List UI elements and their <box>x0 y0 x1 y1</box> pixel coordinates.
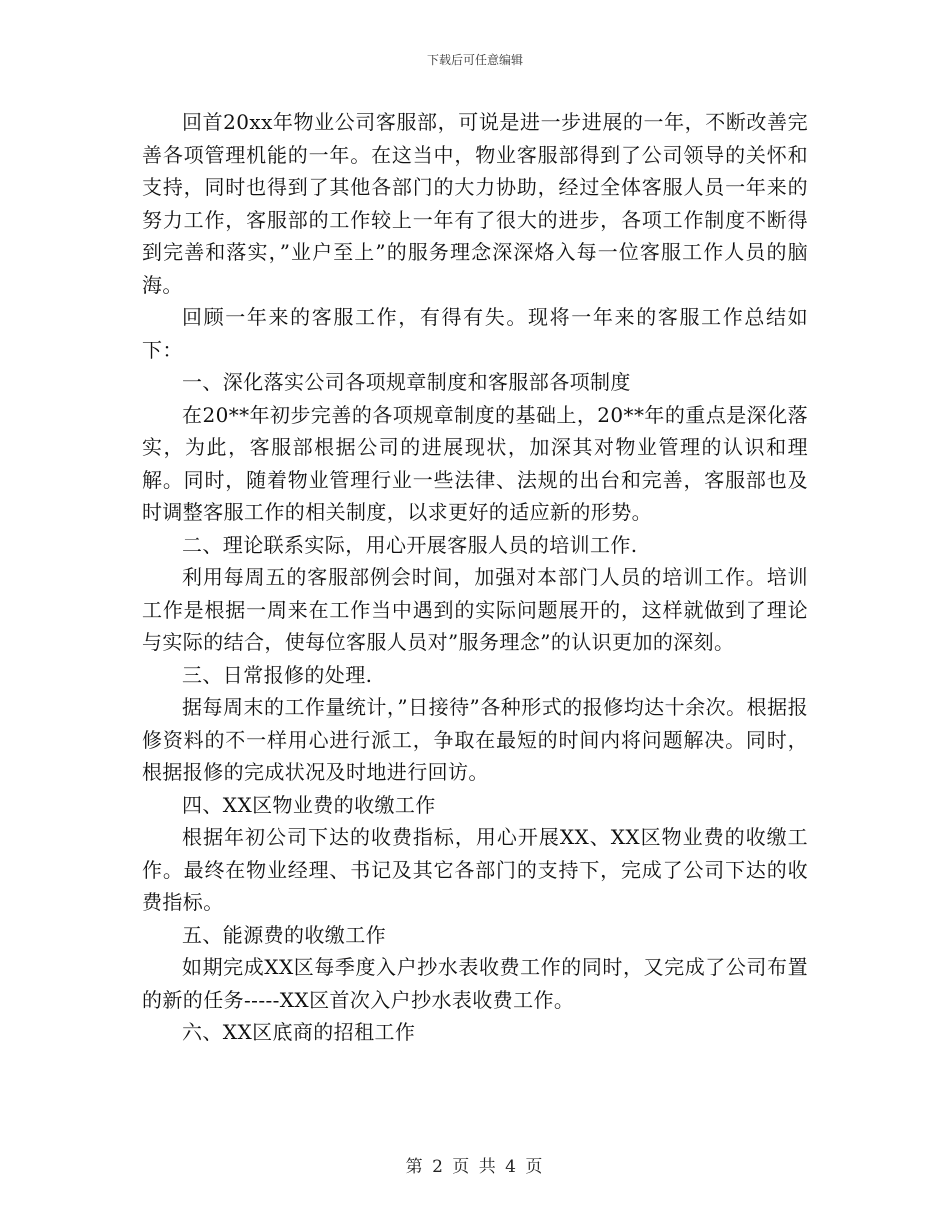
document-body <box>142 106 808 1049</box>
paragraph-review: 回顾一年来的客服工作，有得有失。现将一年来的客服工作总结如下： <box>142 305 808 362</box>
paragraph-section-4: 根据年初公司下达的收费指标，用心开展XX、XX区物业费的收缴工作。最终在物业经理、书记及其它各部门的支持下，完成了公司下达的收费指标。 <box>142 825 808 914</box>
page-header: 下载后可任意编辑 <box>426 53 523 67</box>
paragraph-section-1: 在20**年初步完善的各项规章制度的基础上，20**年的重点是深化落实，为此，客服部根据公司的进展现状，加深其对物业管理的认识和理解。同时，随着物业管理行业一些法律、法规的出台和完善，客服部也及时调整客服工作的相关制度，以求更好的适应新的形势。 <box>142 402 808 524</box>
section-heading-3: 三、日常报修的处理. <box>182 662 373 687</box>
section-heading-5: 五、能源费的收缴工作 <box>182 922 386 947</box>
paragraph-intro: 回首20xx年物业公司客服部，可说是进一步进展的一年，不断改善完善各项管理机能的一年。在这当中，物业客服部得到了公司领导的关怀和支持，同时也得到了其他各部门的大力协助，经过全体客服人员一年来的努力工作，客服部的工作较上一年有了很大的进步，各项工作制度不断得到完善和落实，”业户至上”的服务理念深深烙入每一位客服工作人员的脑海。 <box>142 110 808 297</box>
paragraph-section-2: 利用每周五的客服部例会时间，加强对本部门人员的培训工作。培训工作是根据一周来在工作当中遇到的实际问题展开的，这样就做到了理论与实际的结合，使每位客服人员对”服务理念”的认识更加的深刻。 <box>142 565 808 654</box>
section-heading-1: 一、深化落实公司各项规章制度和客服部各项制度 <box>182 370 631 394</box>
section-heading-6: 六、XX区底商的招租工作 <box>182 1020 416 1044</box>
page-footer: 第 2 页 共 4 页 <box>405 1157 545 1177</box>
section-heading-4: 四、XX区物业费的收缴工作 <box>182 792 436 817</box>
paragraph-section-5: 如期完成XX区每季度入户抄水表收费工作的同时，又完成了公司布置的新的任务-----XX区首次入户抄水表收费工作。 <box>142 955 808 1012</box>
section-heading-2: 二、理论联系实际，用心开展客服人员的培训工作. <box>182 532 638 557</box>
paragraph-section-3: 据每周末的工作量统计，”日接待”各种形式的报修均达十余次。根据报修资料的不一样用心进行派工，争取在最短的时间内将问题解决。同时，根据报修的完成状况及时地进行回访。 <box>142 695 808 784</box>
